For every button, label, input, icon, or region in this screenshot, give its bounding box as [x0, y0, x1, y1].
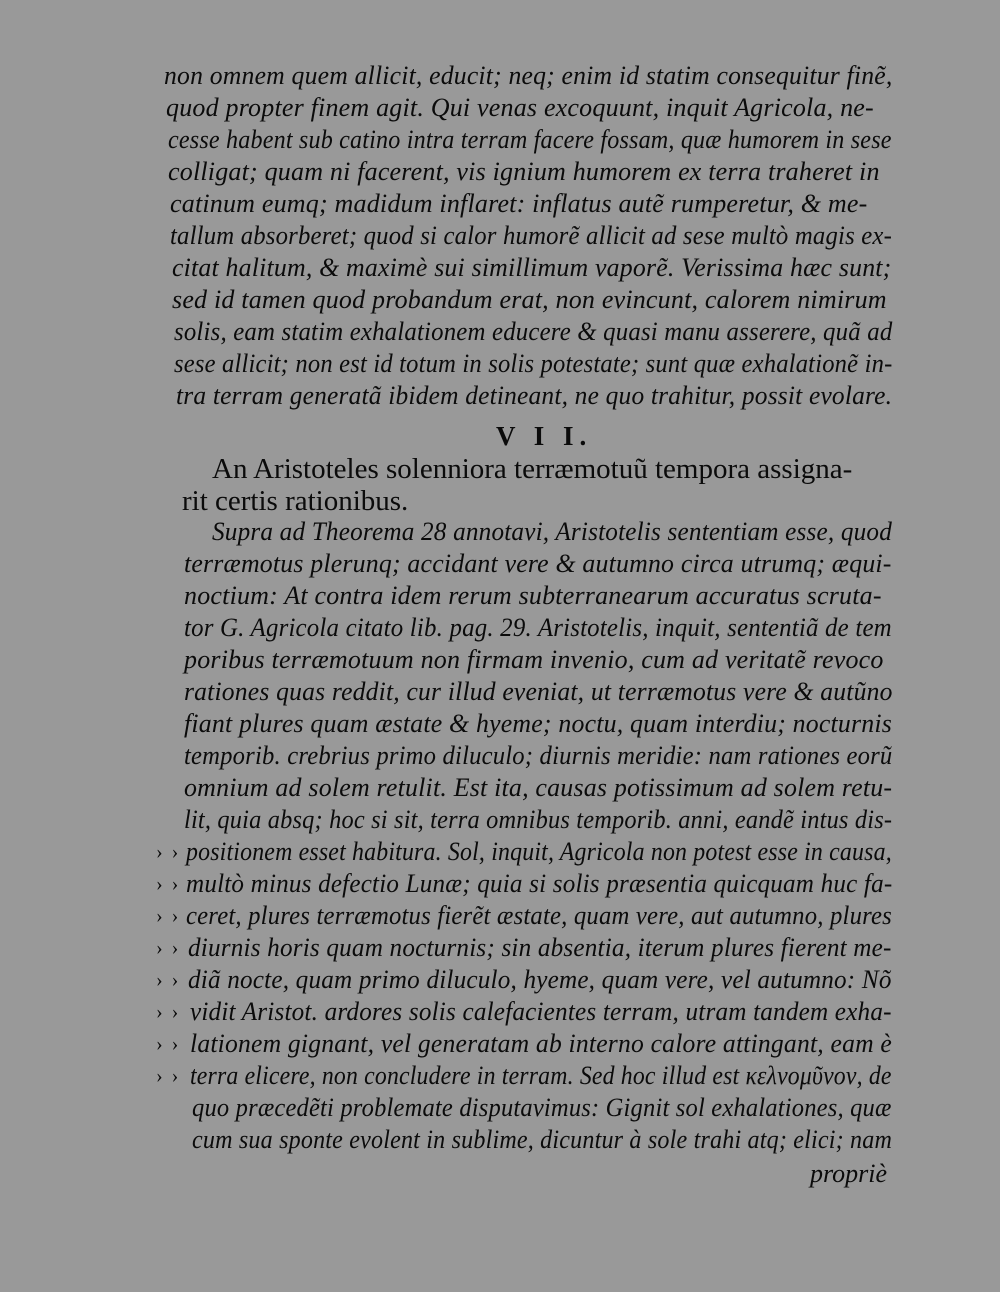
section-number: V I I.	[496, 421, 593, 451]
text-line: diurnis horis quam nocturnis; sin absentia, iterum plures fierent me-	[188, 933, 892, 962]
text-line: multò minus defectio Lunæ; quia si solis præsentia quicquam huc fa-	[186, 869, 893, 898]
text-line: catinum eumq; madidum inflaret: inflatus autẽ rumperetur, & me-	[170, 189, 868, 218]
text-line: tor G. Agricola citato lib. pag. 29. Aristotelis, inquit, sententiã de tem	[184, 613, 892, 642]
text-line: cesse habent sub catino intra terram facere fossam, quæ humorem in sese	[168, 125, 892, 154]
text-line: noctium: At contra idem rerum subterranearum accuratus scruta-	[184, 581, 882, 610]
quote-mark: › ›	[156, 969, 181, 991]
text-line: colligat; quam ni facerent, vis ignium humorem ex terra traheret in	[168, 157, 880, 186]
text-line: sed id tamen quod probandum erat, non evincunt, calorem nimirum	[172, 285, 887, 314]
text-line: cum sua sponte evolent in sublime, dicuntur à sole trahi atq; elici; nam	[192, 1125, 893, 1154]
text-line: tallum absorberet; quod si calor humorẽ allicit ad sese multò magis ex-	[170, 221, 893, 250]
quote-mark: › ›	[156, 1065, 181, 1087]
text-line: terræmotus plerunq; accidant vere & autumno circa utrumq; æqui-	[184, 549, 892, 578]
text-line: citat halitum, & maximè sui simillimum vaporẽ. Verissima hæc sunt;	[172, 253, 892, 282]
text-line: vidit Aristot. ardores solis calefacientes terram, utram tandem exha-	[190, 997, 892, 1026]
quote-mark: › ›	[156, 841, 181, 863]
section-title-line: rit certis rationibus.	[182, 485, 409, 517]
text-line: lit, quia absq; hoc si sit, terra omnibus temporib. anni, eandẽ intus dis-	[184, 805, 893, 834]
text-line: fiant plures quam æstate & hyeme; noctu, quam interdiu; nocturnis	[184, 709, 893, 738]
text-line: solis, eam statim exhalationem educere & quasi manu asserere, quã ad	[174, 317, 893, 346]
quote-mark: › ›	[156, 1033, 181, 1055]
text-line: quo præcedẽti problemate disputavimus: Gignit sol exhalationes, quæ	[192, 1093, 892, 1122]
section-title-line: An Aristoteles solenniora terræmotuũ tempora assigna-	[212, 453, 853, 485]
quote-mark: › ›	[156, 1001, 181, 1023]
quote-mark: › ›	[156, 905, 181, 927]
text-line: temporib. crebrius primo diluculo; diurnis meridie: nam rationes eorũ	[184, 741, 893, 770]
text-line: terra elicere, non concludere in terram. Sed hoc illud est κελνομῦνον, de	[190, 1061, 892, 1090]
text-line: non omnem quem allicit, educit; neq; enim id statim consequitur finẽ,	[164, 61, 893, 90]
text-line: quod propter finem agit. Qui venas excoquunt, inquit Agricola, ne-	[166, 93, 874, 122]
text-line: omnium ad solem retulit. Est ita, causas potissimum ad solem retu-	[184, 773, 893, 802]
text-line: poribus terræmotuum non firmam invenio, cum ad veritatẽ revoco	[184, 645, 884, 674]
text-line: positionem esset habitura. Sol, inquit, Agricola non potest esse in causa,	[186, 837, 892, 866]
text-line: ceret, plures terræmotus fierẽt æstate, quam vere, aut autumno, plures	[186, 901, 892, 930]
catchword: propriè	[810, 1159, 888, 1188]
text-line: lationem gignant, vel generatam ab interno calore attingant, eam è	[190, 1029, 892, 1058]
text-line: Supra ad Theorema 28 annotavi, Aristotelis sententiam esse, quod	[212, 517, 893, 546]
text-line: diã nocte, quam primo diluculo, hyeme, quam vere, vel autumno: Nõ	[188, 965, 892, 994]
text-line: rationes quas reddit, cur illud eveniat, ut terræmotus vere & autũno	[184, 677, 893, 706]
quote-mark: › ›	[156, 937, 181, 959]
quote-mark: › ›	[156, 873, 181, 895]
text-line: sese allicit; non est id totum in solis potestate; sunt quæ exhalationẽ in-	[174, 349, 893, 378]
text-line: tra terram generatã ibidem detineant, ne quo trahitur, possit evolare.	[176, 381, 893, 410]
